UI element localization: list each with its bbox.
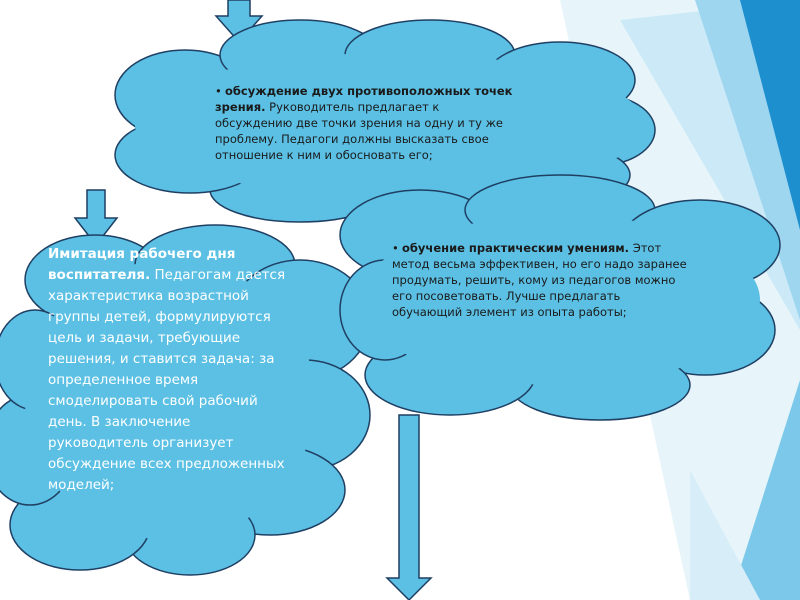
left-cloud-text: [48, 244, 293, 496]
left-cloud-bold: Имитация рабочего дня воспитателя.: [48, 246, 236, 283]
right-cloud-bullet: •: [392, 241, 399, 255]
arrow-bottom: [387, 415, 431, 600]
top-cloud-body: Руководитель предлагает к обсуждению две точки зрения на одну и ту же проблему. Педагоги должны высказать свое отношение к ним и обосновать его;: [215, 100, 504, 162]
right-cloud-text: [392, 240, 692, 320]
top-cloud-bullet: •: [215, 84, 222, 98]
top-cloud-text: [215, 83, 515, 163]
left-cloud-body: Педагогам дается характеристика возрастной группы детей, формулируются цель и задачи, требующие решения, и ставится задача: за определенное время смоделировать свой рабочий день. В заключение руководитель организует обсуждение всех предложенных моделей;: [48, 267, 286, 493]
right-cloud-body: Этот метод весьма эффективен, но его надо заранее продумать, решить, кому из педагогов можно его посоветовать. Лучше предлагать обучающий элемент из опыта работы;: [392, 241, 687, 319]
right-cloud-bold: обучение практическим умениям.: [402, 241, 630, 255]
top-cloud-bold: обсуждение двух противоположных точек зрения.: [215, 84, 513, 114]
